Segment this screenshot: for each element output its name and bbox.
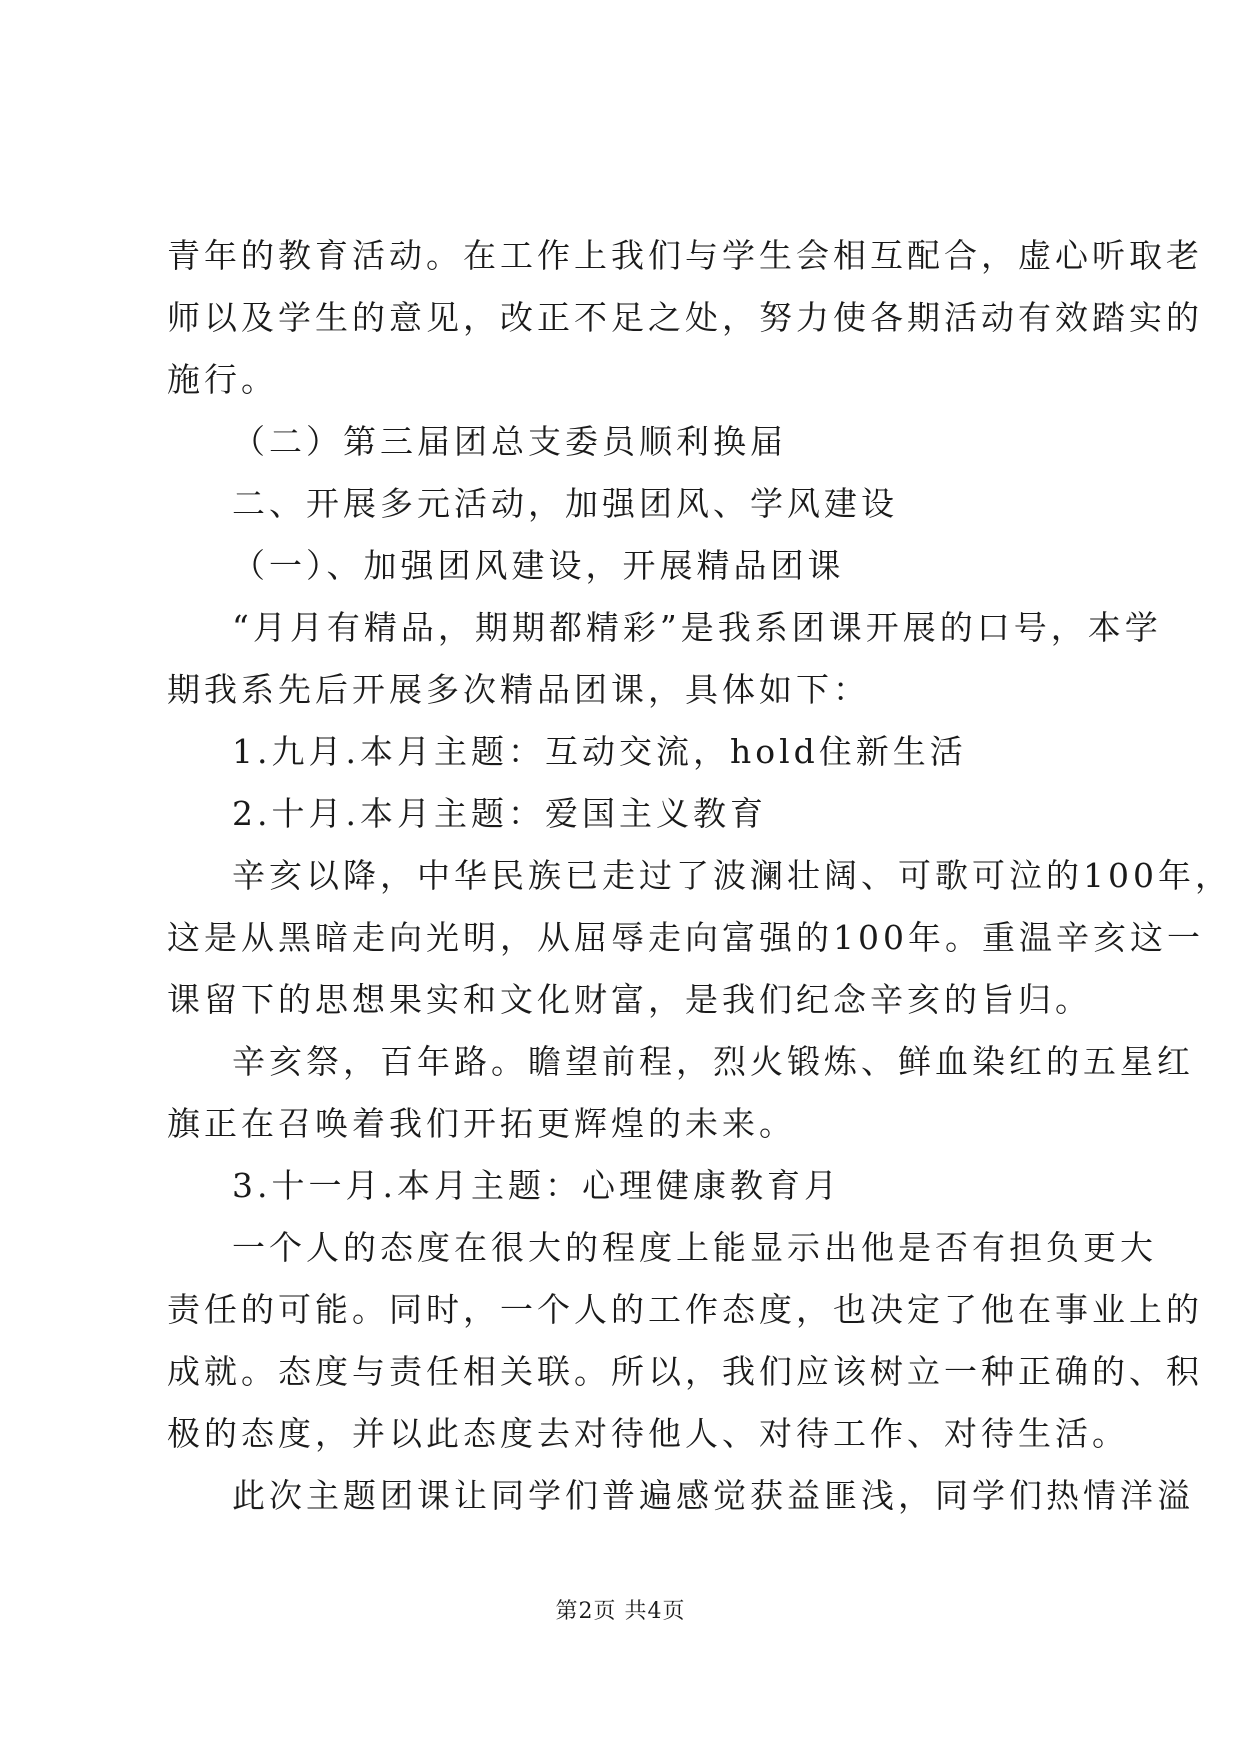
paragraph-line: 辛亥祭，百年路。瞻望前程，烈火锻炼、鲜血染红的五星红	[232, 1042, 1194, 1081]
paragraph-line: 此次主题团课让同学们普遍感觉获益匪浅，同学们热情洋溢	[232, 1476, 1194, 1515]
paragraph-line: 一个人的态度在很大的程度上能显示出他是否有担负更大	[232, 1228, 1157, 1267]
paragraph-line: 责任的可能。同时，一个人的工作态度，也决定了他在事业上的	[167, 1290, 1203, 1329]
paragraph-line: 施行。	[167, 360, 278, 399]
page-number-footer: 第2页 共4页	[555, 1599, 686, 1624]
section-heading: （一）、加强团风建设，开展精品团课	[232, 546, 845, 585]
paragraph-line: 这是从黑暗走向光明，从屈辱走向富强的100年。重温辛亥这一	[167, 918, 1204, 957]
list-item: 3.十一月.本月主题：心理健康教育月	[232, 1166, 841, 1205]
paragraph-line: 辛亥以降，中华民族已走过了波澜壮阔、可歌可泣的100年，	[232, 856, 1232, 895]
paragraph-line: 课留下的思想果实和文化财富，是我们纪念辛亥的旨归。	[167, 980, 1092, 1019]
section-heading: 二、开展多元活动，加强团风、学风建设	[232, 484, 898, 523]
list-item: 1.九月.本月主题：互动交流，hold住新生活	[232, 732, 967, 771]
paragraph-line: 旗正在召唤着我们开拓更辉煌的未来。	[167, 1104, 796, 1143]
paragraph-line: 极的态度，并以此态度去对待他人、对待工作、对待生活。	[167, 1414, 1129, 1453]
paragraph-line: 成就。态度与责任相关联。所以，我们应该树立一种正确的、积	[167, 1352, 1203, 1391]
paragraph-line: 期我系先后开展多次精品团课，具体如下：	[167, 670, 870, 709]
section-heading: （二）第三届团总支委员顺利换届	[232, 422, 787, 461]
paragraph-line: “月月有精品，期期都精彩”是我系团课开展的口号，本学	[232, 608, 1162, 647]
list-item: 2.十月.本月主题：爱国主义教育	[232, 794, 767, 833]
paragraph-line: 师以及学生的意见，改正不足之处，努力使各期活动有效踏实的	[167, 298, 1203, 337]
paragraph-line: 青年的教育活动。在工作上我们与学生会相互配合，虚心听取老	[167, 236, 1203, 275]
